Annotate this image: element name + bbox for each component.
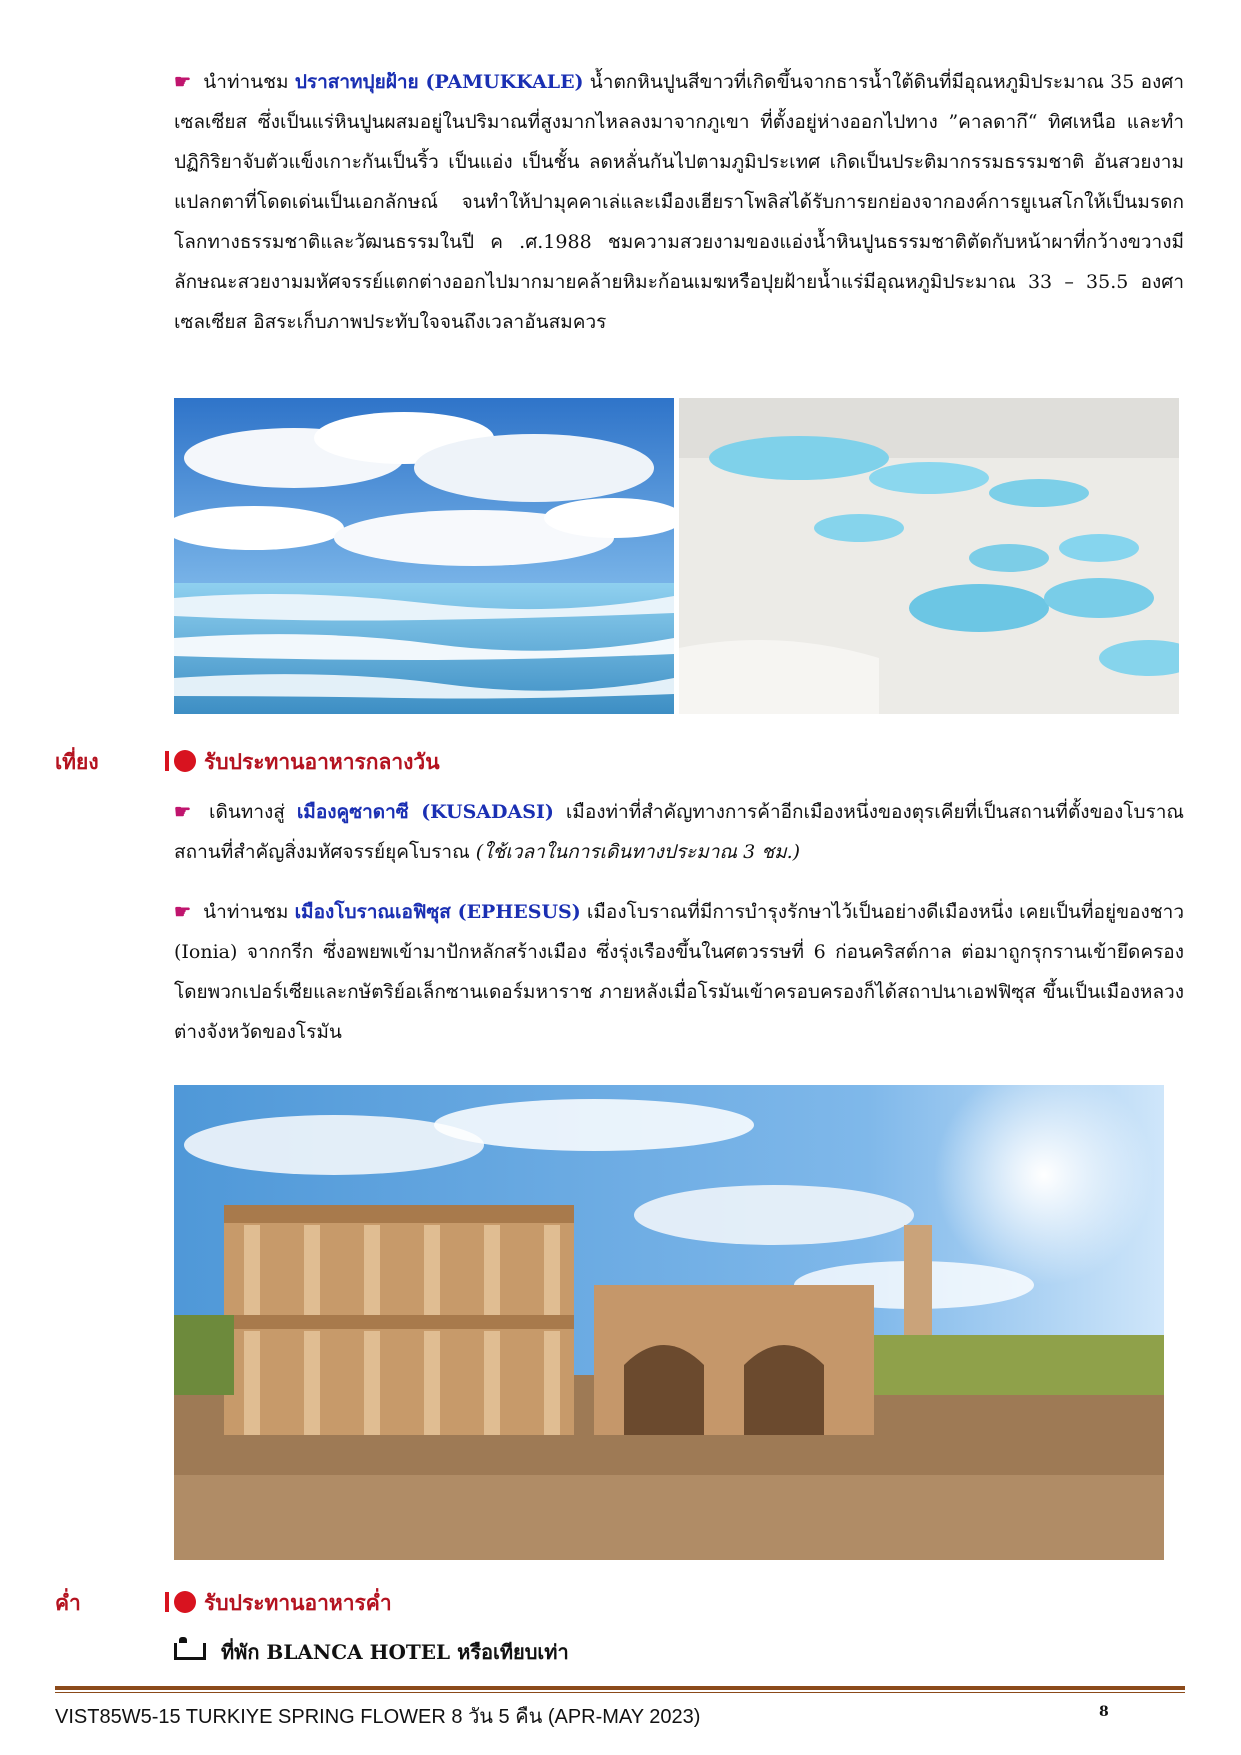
meal-icon: [174, 1591, 196, 1613]
kusadasi-text: เมืองท่าที่สำคัญทางการค้าอีกเมืองหนึ่งของตุรเคียที่เป็นสถานที่ตั้งของโบราณสถานที่สำคัญสิ่งมหัศจรรย์ยุคโบราณ: [174, 801, 1185, 863]
pointing-hand-icon: ☛: [174, 901, 192, 923]
dinner-text: รับประทานอาหารค่ำ: [204, 1590, 392, 1615]
lunch-meal: [174, 746, 440, 779]
lunch-text: รับประทานอาหารกลางวัน: [204, 749, 440, 774]
footer-program-title: VIST85W5-15 TURKIYE SPRING FLOWER 8 วัน 5 คืน (APR-MAY 2023): [55, 1706, 701, 1728]
pamukkale-lead: นำท่านชม: [203, 71, 289, 93]
pamukkale-pools-photo: [679, 398, 1179, 714]
dinner-meal: [174, 1587, 392, 1620]
pamukkale-text: น้ำตกหินปูนสีขาวที่เกิดขึ้นจากธารน้ำใต้ดินที่มีอุณหภูมิประมาณ 35 องศาเซลเซียส ซึ่งเป็นแร่หินปูนผสมอยู่ในปริมาณที่สูงมากไหลลงมาจากภูเขา ที่ตั้งอยู่ห่างออกไปทาง ”คาลดากึ“ ทิศเหนือ และทำปฏิกิริยาจับตัวแข็งเกาะกันเป็นริ้ว เป็นแอ่ง เป็นชั้น ลดหลั่นกันไปตามภูมิประเทศ เกิดเป็นประติมากรรมธรรมชาติ อันสวยงามแปลกตาที่โดดเด่นเป็นเอกลักษณ์ จนทำให้ปามุคคาเล่และเมืองเฮียราโพลิสได้รับการยกย่องจากองค์การยูเนสโกให้เป็นมรดกโลกทางธรรมชาติและวัฒนธรรมในปี ค .ศ.1988 ชมความสวยงามของแอ่งน้ำหินปูนธรรมชาติตัดกับหน้าผาที่กว้างขวางมีลักษณะสวยงามมหัศจรรย์แตกต่างออกไปมากมายคล้ายหิมะก้อนเมฆหรือปุยฝ้ายน้ำแร่มีอุณหภูมิประมาณ 33 – 35.5 องศาเซลเซียส อิสระเก็บภาพประทับใจจนถึงเวลาอันสมควร: [174, 71, 1185, 333]
ephesus-lead: นำท่านชม: [203, 901, 289, 923]
ephesus-library-photo: [174, 1085, 1164, 1560]
kusadasi-lead: เดินทางสู่: [208, 801, 285, 823]
pamukkale-place: ปราสาทปุยฝ้าย (PAMUKKALE): [294, 71, 584, 93]
hotel-suffix: หรือเทียบเท่า: [457, 1640, 569, 1664]
dinner-label: ค่ำ: [55, 1590, 81, 1615]
bed-icon: [174, 1643, 206, 1660]
hotel-line: [174, 1636, 569, 1668]
ephesus-paragraph: [174, 892, 1184, 1052]
footer-divider-thin: [55, 1692, 1185, 1693]
kusadasi-place: เมืองคูซาดาซี (KUSADASI): [296, 801, 554, 823]
meal-icon: [174, 750, 196, 772]
lunch-label: เที่ยง: [55, 749, 99, 774]
pointing-hand-icon: ☛: [174, 801, 192, 823]
kusadasi-paragraph: [174, 792, 1184, 872]
ephesus-text: เมืองโบราณที่มีการบำรุงรักษาไว้เป็นอย่างดีเมืองหนึ่ง เคยเป็นที่อยู่ของชาว (Ionia) จากกรีก ซึ่งอพยพเข้ามาปักหลักสร้างเมือง ซึ่งรุ่งเรืองขึ้นในศตวรรษที่ 6 ก่อนคริสต์กาล ต่อมาถูกรุกรานเข้ายึดครองโดยพวกเปอร์เซียและกษัตริย์อเล็กซานเดอร์มหาราช ภายหลังเมื่อโรมันเข้าครอบครองก็ได้สถาปนาเอฟฟิซุส ขึ้นเป็นเมืองหลวงต่างจังหวัดของโรมัน: [174, 901, 1184, 1043]
ephesus-place: เมืองโบราณเอฟิซุส (EPHESUS): [294, 901, 581, 923]
hotel-lead: ที่พัก: [220, 1640, 260, 1664]
footer-divider-thick: [55, 1686, 1185, 1690]
pamukkale-paragraph: [174, 62, 1184, 342]
page-number: 8: [1099, 1704, 1109, 1720]
pointing-hand-icon: ☛: [174, 71, 192, 93]
kusadasi-note: (ใช้เวลาในการเดินทางประมาณ 3 ชม.): [475, 841, 801, 863]
pamukkale-sky-photo: [174, 398, 674, 714]
hotel-name: BLANCA HOTEL: [266, 1640, 451, 1664]
